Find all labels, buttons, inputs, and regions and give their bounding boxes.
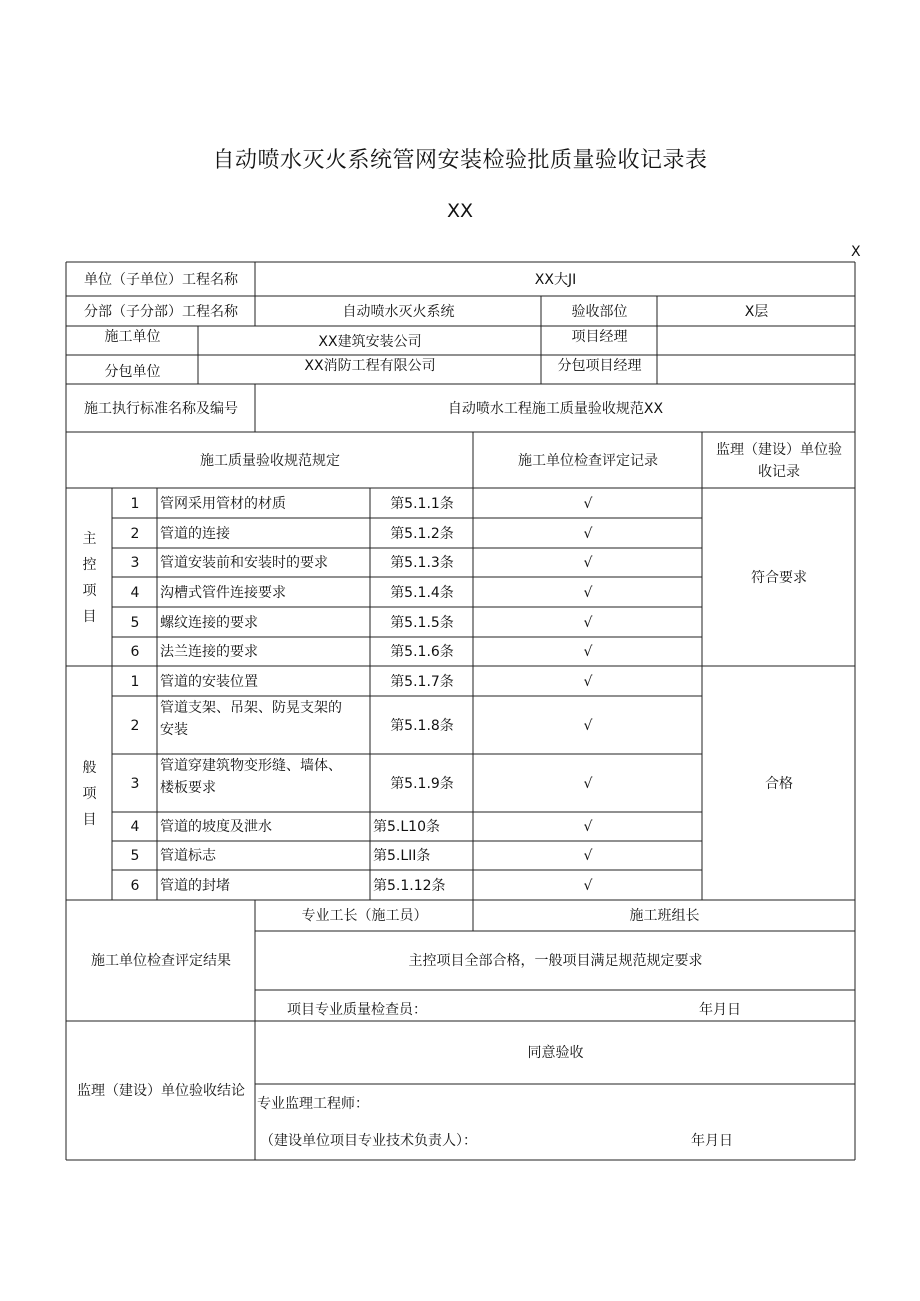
general-row-check: √ xyxy=(583,717,593,734)
foreman-label: 专业工长（施工员） xyxy=(301,908,428,924)
main-row-clause: 第5.1.1条 xyxy=(390,495,454,512)
pm-label: 项目经理 xyxy=(571,329,628,345)
main-row-check: √ xyxy=(583,644,593,660)
general-row-check: √ xyxy=(583,877,593,894)
main-row-clause: 第5.1.2条 xyxy=(390,525,454,542)
col-header-supervisor-line1: 监理（建设）单位验 xyxy=(716,441,842,458)
general-items-result: 合格 xyxy=(765,775,793,792)
main-row-item: 管道的连接 xyxy=(160,525,230,542)
main-items-result: 符合要求 xyxy=(751,569,807,586)
main-row-clause: 第5.1.6条 xyxy=(390,644,454,660)
col-header-contractor-check: 施工单位检查评定记录 xyxy=(518,452,658,469)
pm-value xyxy=(658,327,855,355)
main-row-item: 管网采用管材的材质 xyxy=(160,495,286,512)
standard-label: 施工执行标准名称及编号 xyxy=(84,400,238,417)
general-row-item xyxy=(158,755,370,812)
owner-tech-lead-label: （建设单位项目专业技术负责人）： xyxy=(260,1133,477,1149)
main-row-item: 螺纹连接的要求 xyxy=(160,614,258,631)
general-row-no: 5 xyxy=(130,848,140,864)
main-row-check: √ xyxy=(583,614,593,631)
general-row-item xyxy=(158,697,370,754)
supervisor-conclusion: 同意验收 xyxy=(527,1045,584,1061)
general-row-check: √ xyxy=(583,848,593,864)
col-header-supervisor xyxy=(703,433,855,488)
general-row-item: 管道的封堵 xyxy=(160,877,230,894)
general-row-no: 4 xyxy=(130,819,140,835)
general-cat-char: 目 xyxy=(82,811,97,828)
general-row-check: √ xyxy=(583,819,593,835)
main-row-check: √ xyxy=(583,495,593,512)
col-header-spec: 施工质量验收规范规定 xyxy=(200,452,340,469)
general-cat-char: 般 xyxy=(82,759,97,776)
main-cat-char: 项 xyxy=(82,582,97,599)
general-row-item: 管道标志 xyxy=(160,848,216,864)
general-row-item-line1: 管道穿建筑物变形缝、墙体、 xyxy=(160,758,342,774)
general-cat-char: 项 xyxy=(82,785,97,802)
contractor-label: 施工单位 xyxy=(104,329,161,345)
main-row-item: 法兰连接的要求 xyxy=(160,644,258,660)
general-row-clause: 第5.L10条 xyxy=(373,819,440,835)
general-row-clause: 第5.LII条 xyxy=(373,848,431,864)
general-row-item-line2: 安装 xyxy=(160,722,188,738)
subcontractor-value: XX消防工程有限公司 xyxy=(304,358,436,374)
supervisor-date: 年月日 xyxy=(691,1133,733,1149)
general-row-check: √ xyxy=(583,673,593,690)
main-row-check: √ xyxy=(583,525,593,542)
corner-mark: X xyxy=(851,244,861,260)
general-row-no: 1 xyxy=(130,673,140,690)
team-leader-label: 施工班组长 xyxy=(629,908,700,924)
main-row-no: 6 xyxy=(130,644,140,660)
main-row-check: √ xyxy=(583,555,593,571)
general-row-clause: 第5.1.12条 xyxy=(373,877,446,894)
main-row-no: 1 xyxy=(130,495,140,512)
general-items-category xyxy=(67,667,112,900)
general-row-no: 6 xyxy=(130,877,140,894)
supervisor-result-label: 监理（建设）单位验收结论 xyxy=(77,1083,245,1099)
general-row-clause: 第5.1.7条 xyxy=(390,673,454,690)
contractor-result-label: 施工单位检查评定结果 xyxy=(91,953,231,969)
location-label: 验收部位 xyxy=(571,303,628,320)
general-row-item: 管道的安装位置 xyxy=(160,673,258,690)
main-cat-char: 目 xyxy=(82,608,97,625)
general-row-clause: 第5.1.9条 xyxy=(390,775,454,792)
main-row-item: 管道安装前和安装时的要求 xyxy=(160,555,328,571)
main-items-category xyxy=(67,489,112,666)
project-name-label: 单位（子单位）工程名称 xyxy=(84,271,238,288)
main-row-item: 沟槽式管件连接要求 xyxy=(160,584,286,601)
main-row-no: 5 xyxy=(130,614,140,631)
inspector-label: 项目专业质量检查员： xyxy=(287,1002,427,1018)
main-row-clause: 第5.1.4条 xyxy=(390,584,454,601)
division-label: 分部（子分部）工程名称 xyxy=(84,303,238,320)
sub-pm-label: 分包项目经理 xyxy=(557,358,642,374)
standard-value: 自动喷水工程施工质量验收规范XX xyxy=(447,400,664,417)
general-row-check: √ xyxy=(583,775,593,792)
sub-pm-value xyxy=(658,356,855,384)
col-header-supervisor-line2: 收记录 xyxy=(758,463,800,480)
main-row-no: 2 xyxy=(130,525,140,542)
general-row-item-line2: 楼板要求 xyxy=(160,780,216,796)
main-row-no: 4 xyxy=(130,584,140,601)
subcontractor-label: 分包单位 xyxy=(104,364,161,380)
main-row-check: √ xyxy=(583,584,593,601)
main-row-no: 3 xyxy=(130,555,140,571)
general-row-item: 管道的坡度及泄水 xyxy=(160,819,272,835)
form-title: 自动喷水灭火系统管网安装检验批质量验收记录表 xyxy=(212,148,708,173)
general-row-item-line1: 管道支架、吊架、防晃支架的 xyxy=(160,700,342,716)
division-value: 自动喷水灭火系统 xyxy=(342,303,455,320)
general-row-no: 3 xyxy=(130,775,140,792)
project-name-value: XX大JI xyxy=(534,271,577,288)
main-row-clause: 第5.1.5条 xyxy=(390,614,454,631)
main-cat-char: 控 xyxy=(82,556,97,573)
main-row-clause: 第5.1.3条 xyxy=(390,555,454,571)
general-row-clause: 第5.1.8条 xyxy=(390,717,454,734)
contractor-date: 年月日 xyxy=(699,1002,741,1018)
general-row-no: 2 xyxy=(130,717,140,734)
main-cat-char: 主 xyxy=(82,530,97,547)
supervising-engineer-label: 专业监理工程师： xyxy=(257,1096,369,1112)
location-value: X层 xyxy=(744,303,769,320)
form-subtitle: XX xyxy=(446,200,474,222)
contractor-conclusion: 主控项目全部合格，一般项目满足规范规定要求 xyxy=(408,953,703,969)
contractor-value: XX建筑安装公司 xyxy=(318,334,422,350)
